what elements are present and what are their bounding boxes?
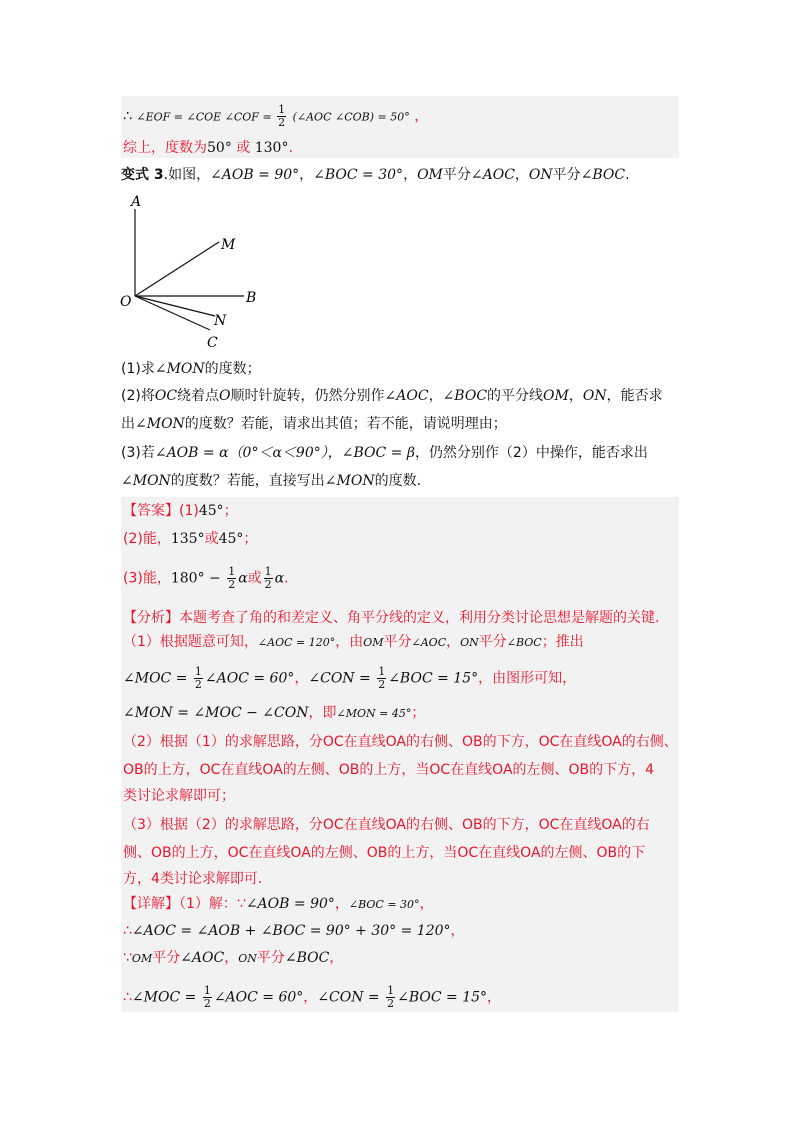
analysis-p1-line-3: ∠MON = ∠MOC − ∠CON，即∠MON = 45°； [123,705,426,721]
detail-line-3: ∵OM平分∠AOC，ON平分∠BOC， [123,950,344,966]
analysis-summary: 【分析】本题考查了角的和差定义、角平分线的定义，利用分类讨论思想是解题的关键. [123,610,660,626]
answer-line-2: (2)能，135°或45°； [123,531,258,547]
analysis-tag: 【分析】 [123,610,179,626]
ray-om [135,242,219,296]
analysis-p2-line-3: 类讨论求解即可； [123,788,235,804]
label-b: B [246,290,257,306]
label-o: O [120,294,132,310]
label-c: C [207,335,218,351]
analysis-p2-line-2: OB的上方，OC在直线OA的左侧、OB的上方，当OC在直线OA的左侧、OB的下方，4 [123,762,655,778]
math-expr: (∠AOC ∠COB) = 50° [292,110,410,124]
question-2-line-2: 出∠MON的度数？若能，请求出其值；若不能，请说明理由； [121,416,507,432]
ray-oc [135,296,210,330]
label-m: M [221,237,236,253]
detail-tag: 【详解】 [123,896,179,912]
fraction: $\frac{1}{2}$ [203,984,211,1010]
analysis-p3-line-1: （3）根据（2）的求解思路，分OC在直线OA的右侧、OB的下方，OC在直线OA的右 [123,817,650,833]
fraction: $\frac{1}{2}$ [264,565,272,591]
answer-line-1: 【答案】(1)45°； [123,503,238,519]
answer-tag: 【答案】 [123,503,179,519]
fraction: $\frac{1}{2}$ [228,565,236,591]
analysis-p2-line-1: （2）根据（1）的求解思路，分OC在直线OA的右侧、OB的下方，OC在直线OA的右侧、 [123,734,678,750]
geometry-figure [118,192,278,352]
fraction: $\frac{1}{2}$ [387,984,395,1010]
top-line-1: ∴ ∠EOF = ∠COE ∠COF = $\frac{1}{2}$ (∠AOC ∠COB) = 50° ， [123,103,429,129]
problem-heading: 变式 3.如图，∠AOB = 90°，∠BOC = 30°，OM平分∠AOC，ON平分∠BOC. [121,167,630,183]
detail-line-4: ∴∠MOC = $\frac{1}{2}$ ∠AOC = 60°，∠CON = $\frac{1}{2}$ ∠BOC = 15°， [123,984,502,1010]
question-3-line-1: (3)若∠AOB = α（0°＜α＜90°），∠BOC = β，仍然分别作（2）中操作，能否求出 [121,445,648,461]
fraction: $\frac{1}{2}$ [278,103,286,129]
top-line-2: 综上，度数为50° 或 130°. [123,140,293,156]
analysis-p1-line-1: （1）根据题意可知，∠AOC = 120°，由OM平分∠AOC，ON平分∠BOC；推出 [123,634,584,650]
fraction: $\frac{1}{2}$ [194,665,202,691]
question-3-line-2: ∠MON的度数？若能，直接写出∠MON的度数. [121,473,422,489]
answer-line-3: (3)能，180° − $\frac{1}{2}$ α或 $\frac{1}{2}$ α. [123,565,289,591]
detail-line-1: 【详解】（1）解：∵∠AOB = 90°，∠BOC = 30°， [123,896,434,912]
analysis-p3-line-2: 侧、OB的上方，OC在直线OA的左侧、OB的上方，当OC在直线OA的左侧、OB的下 [123,845,646,861]
analysis-p1-line-2: ∠MOC = $\frac{1}{2}$ ∠AOC = 60°，∠CON = $\frac{1}{2}$ ∠BOC = 15°，由图形可知， [123,665,577,691]
therefore-symbol: ∴ [123,108,132,125]
problem-label: 变式 3 [121,167,164,183]
detail-line-2: ∴∠AOC = ∠AOB + ∠BOC = 90° + 30° = 120°， [123,923,465,939]
analysis-p3-line-3: 方，4类讨论求解即可. [123,871,263,887]
question-2-line-1: (2)将OC绕着点O顺时针旋转，仍然分别作∠AOC，∠BOC的平分线OM，ON，能否求 [121,388,663,404]
label-a: A [131,194,142,210]
question-1: (1)求∠MON的度数； [121,361,261,377]
ray-on [135,296,215,316]
fraction: $\frac{1}{2}$ [378,665,386,691]
math-expr: ∠EOF = ∠COE ∠COF = [136,110,276,124]
label-n: N [214,313,227,329]
